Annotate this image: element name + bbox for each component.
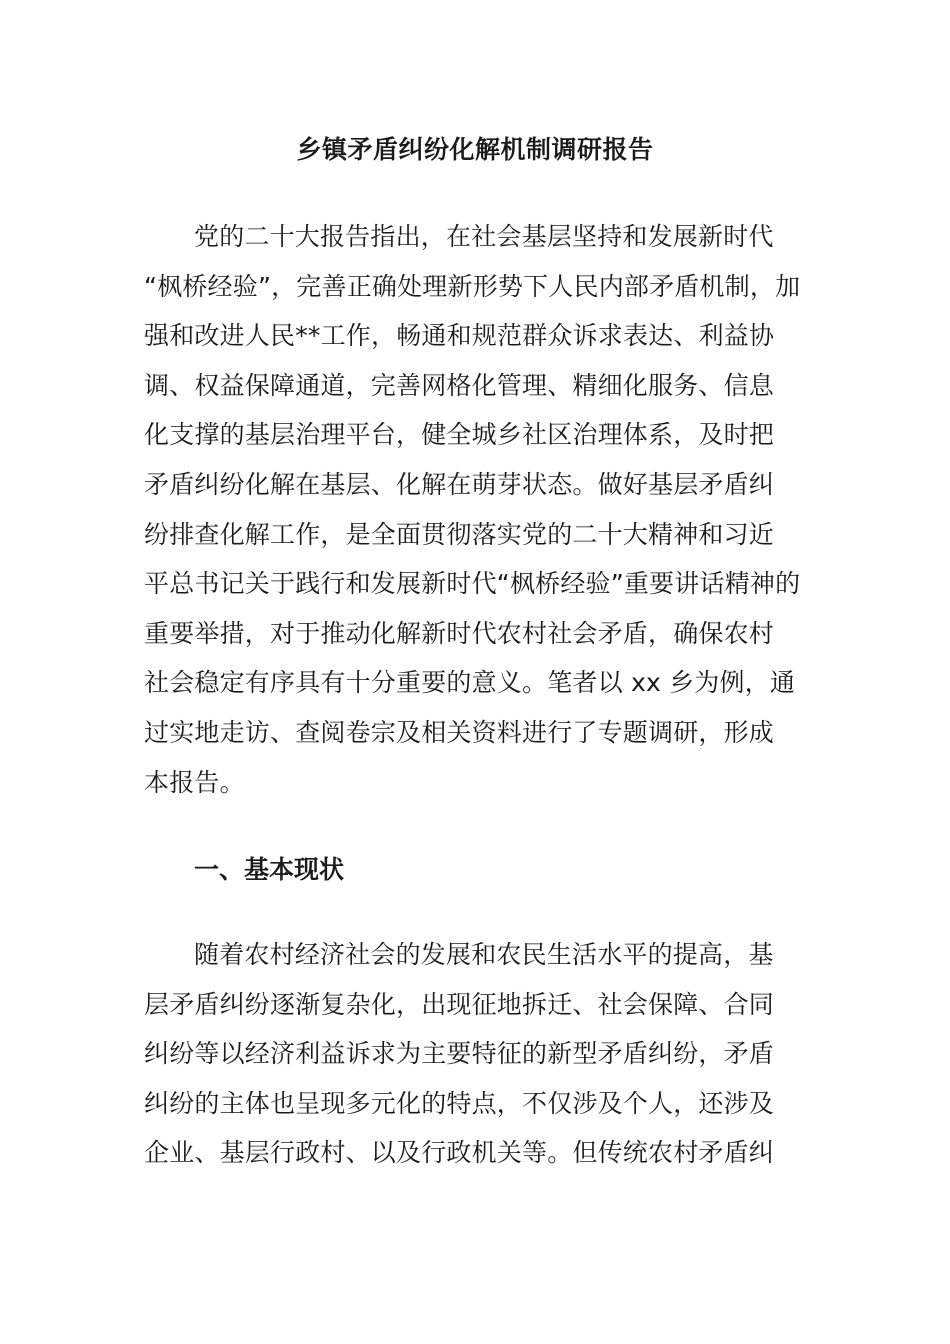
paragraph-line: 纠纷等以经济利益诉求为主要特征的新型矛盾纠纷，矛盾 — [144, 1039, 775, 1069]
paragraph-line: 企业、基层行政村、以及行政机关等。但传统农村矛盾纠 — [144, 1138, 775, 1168]
paragraph-line: 过实地走访、查阅卷宗及相关资料进行了专题调研，形成 — [144, 717, 775, 747]
intro-paragraph — [144, 212, 814, 807]
paragraph-line: 本报告。 — [144, 767, 245, 797]
paragraph-line: 社会稳定有序具有十分重要的意义。笔者以 xx 乡为例，通 — [144, 668, 796, 698]
paragraph-line: 强和改进人民**工作，畅通和规范群众诉求表达、利益协 — [144, 321, 775, 351]
paragraph-line: 随着农村经济社会的发展和农民生活水平的提高，基 — [194, 940, 774, 969]
paragraph-line: 调、权益保障通道，完善网格化管理、精细化服务、信息 — [144, 370, 775, 400]
paragraph-line: 纷排查化解工作，是全面贯彻落实党的二十大精神和习近 — [144, 519, 775, 549]
paragraph-line: 层矛盾纠纷逐渐复杂化，出现征地拆迁、社会保障、合同 — [144, 989, 775, 1019]
paragraph-line: 纠纷的主体也呈现多元化的特点，不仅涉及个人，还涉及 — [144, 1088, 775, 1118]
document-title: 乡镇矛盾纠纷化解机制调研报告 — [296, 135, 654, 164]
paragraph-line: 重要举措，对于推动化解新时代农村社会矛盾，确保农村 — [144, 618, 775, 648]
paragraph-line: “枫桥经验”，完善正确处理新形势下人民内部矛盾机制，加 — [144, 271, 801, 301]
section-heading: 一、基本现状 — [194, 855, 345, 884]
paragraph-line: 矛盾纠纷化解在基层、化解在萌芽状态。做好基层矛盾纠 — [144, 469, 775, 499]
paragraph-line: 化支撑的基层治理平台，健全城乡社区治理体系，及时把 — [144, 420, 775, 450]
paragraph-line: 党的二十大报告指出，在社会基层坚持和发展新时代 — [194, 222, 774, 251]
section-paragraph — [144, 930, 814, 1178]
paragraph-line: 平总书记关于践行和发展新时代“枫桥经验”重要讲话精神的 — [144, 569, 801, 599]
